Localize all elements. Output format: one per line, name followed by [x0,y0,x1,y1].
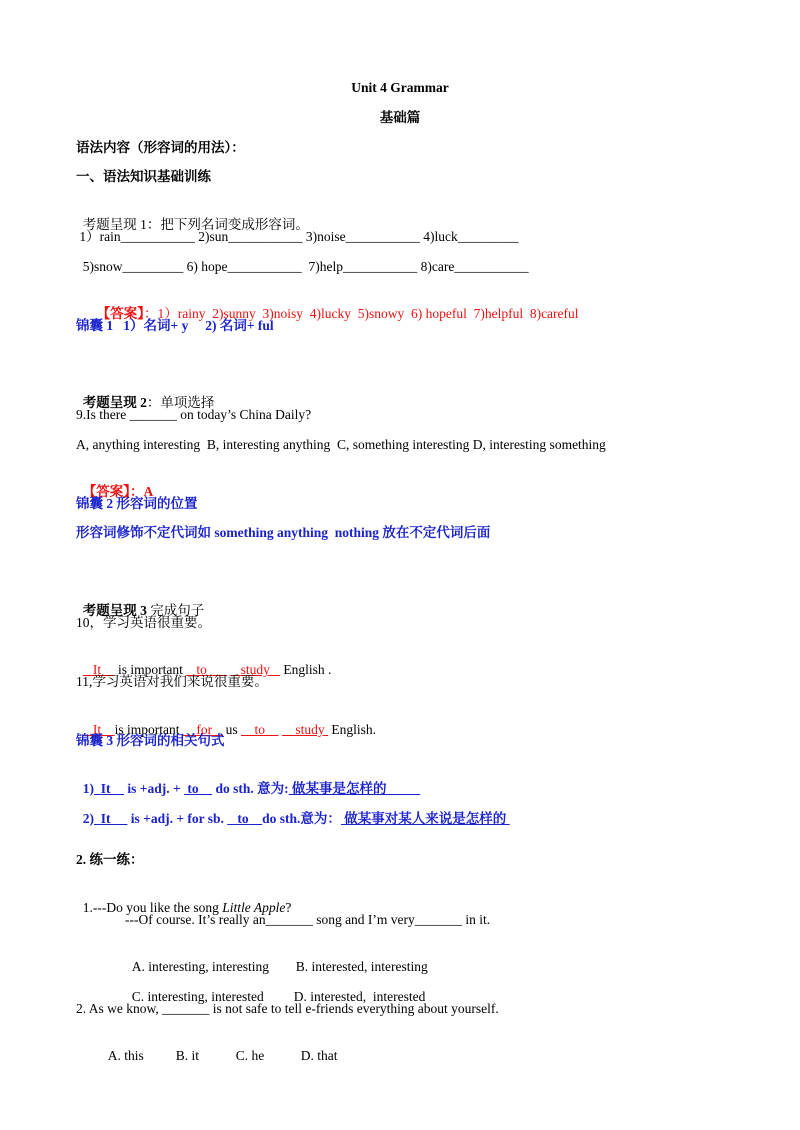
answer-to: to [196,662,207,677]
page-subtitle: 基础篇 [379,110,421,125]
s11-end: English. [328,722,377,737]
tip2-to: to [237,811,249,826]
q2-tip-title: 锦囊 2 形容词的位置 [76,496,198,511]
page-title: Unit 4 Grammar [351,80,449,95]
practice-q2: 2. As we know, _______ is not safe to tell e-friends everything about yourself. [76,1001,499,1016]
p1-qmark: ? [285,900,292,915]
tip1-to: to [187,781,199,796]
q3-prompt-bold: 考题呈现 3 [82,603,147,618]
q2-question: 9.Is there _______ on today’s China Daily? [76,407,312,422]
p1-text: 1.---Do you like the song [82,900,223,915]
q2-options: A, anything interesting B, interesting anything C, something interesting D, interesting something [76,437,606,452]
s11-text: is important [114,722,183,737]
practice-q1-reply: ---Of course. It’s really an_______ song and I’m very_______ in it. [125,912,491,927]
p1-option-a: A. interesting, interesting [131,959,269,974]
section1-heading: 一、语法知识基础训练 [76,169,211,184]
q2-prompt-bold: 考题呈现 2 [82,395,147,410]
p1-option-b: B. interested, interesting [295,959,428,974]
p2-option-d: D. that [300,1048,338,1063]
tip1-number: 1) [82,781,94,796]
p1-song-title: Little Apple [222,900,286,915]
q1-prompt-rest: ：把下列名词变成形容词。 [146,217,309,232]
answer-to: to [254,722,266,737]
q2-answer-text: ：A [130,484,154,499]
tip1-meaning-text: 做某事是怎样的 [288,781,387,796]
q3-s10: 10，学习英语很重要。 [76,615,211,630]
answer-study: study [295,722,325,737]
q1-tip: 锦囊 1 1）名词+ y 2) 名词+ ful [76,318,274,333]
q3-s11: 11,学习英语对我们来说很重要。 [76,674,268,689]
q2-answer-label: 【答案】 [82,484,130,499]
tip2-it: It [100,811,111,826]
s11-us: us [222,722,242,737]
p2-option-b: B. it [175,1048,200,1063]
grammar-heading: 语法内容（形容词的用法）： [76,140,245,155]
p2-option-c: C. he [235,1048,265,1063]
tip2-meaning-text: 做某事对某人来说是怎样的 [340,811,510,826]
tip2-meaning [341,811,510,826]
tip1-after: do sth. 意为: [212,781,289,796]
practice-q2-options [101,1029,800,1065]
practice-heading: 2. 练一练： [76,852,144,867]
q1-prompt-bold: 考题呈现 1 [82,217,147,232]
q1-answer-label: 【答案】 [96,306,144,321]
q1-line2: 5)snow_________ 6) hope___________ 7)help___________ 8)care___________ [76,259,529,274]
q3-tip-title: 锦囊 3 形容词的相关句式 [76,733,225,748]
tip2-mid: is +adj. + for sb. [127,811,228,826]
p1-option-c: C. interesting, interested [131,989,264,1004]
tip1-it: It [100,781,111,796]
q3-prompt-rest: 完成句子 [146,603,205,618]
s10-text: is important [114,662,187,677]
q1-answer-text: ：1）rainy 2)sunny 3)noisy 4)lucky 5)snowy 6) hopeful 7)helpful 8)careful [144,306,579,321]
s10-end: English . [280,662,332,677]
answer-for: for [196,722,213,737]
q2-prompt-rest: ：单项选择 [146,395,215,410]
answer-it: It [92,722,102,737]
q1-line1: 1）rain___________ 2)sun___________ 3)noise___________ 4)luck_________ [76,229,519,244]
answer-study: study [240,662,270,677]
p1-option-d: D. interested, interested [293,989,426,1004]
tip2-to-blank [227,811,262,826]
tip1-mid: is +adj. + [124,781,185,796]
tip2-after: do sth.意为： [262,811,341,826]
q3-tip2 [76,792,800,828]
q2-tip-text: 形容词修饰不定代词如 something anything nothing 放在不定代词后面 [76,525,491,540]
answer-it: It [92,662,102,677]
p2-option-a: A. this [107,1048,144,1063]
tip2-number: 2) [82,811,94,826]
tip2-it-blank [94,811,127,826]
